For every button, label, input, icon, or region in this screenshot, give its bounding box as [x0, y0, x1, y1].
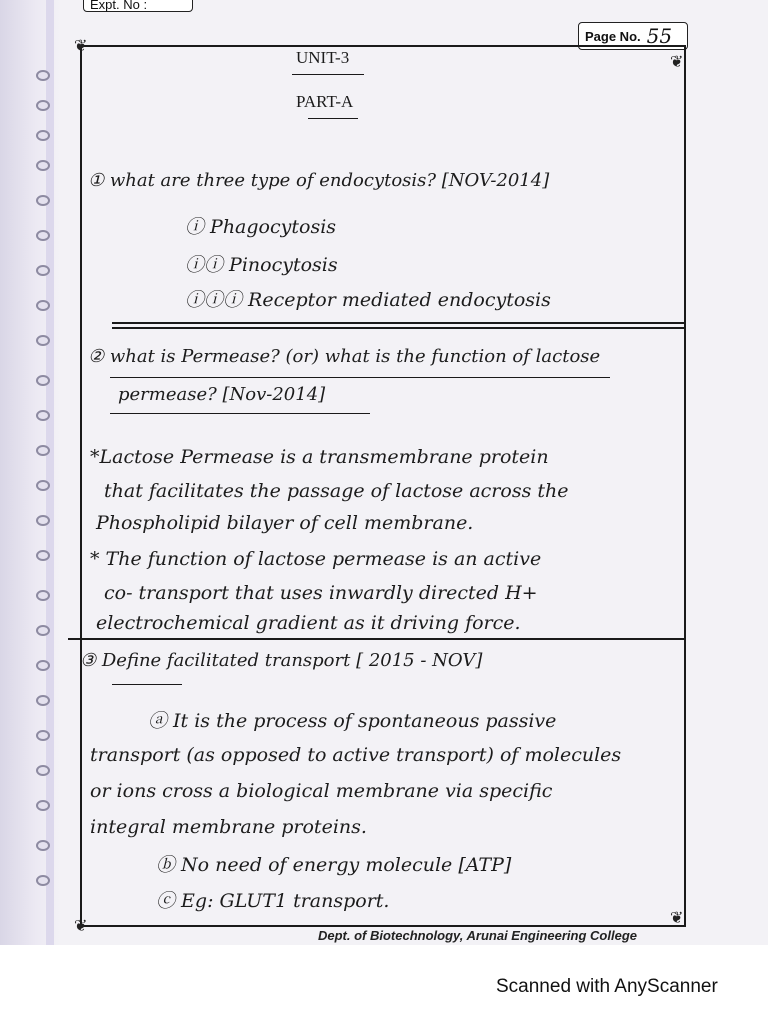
section-divider	[112, 327, 686, 329]
q3-answer-line: integral membrane proteins.	[90, 816, 367, 838]
q3-answer-line: ⓒ Eg: GLUT1 transport.	[156, 890, 390, 912]
corner-ornament-icon: ❦	[670, 52, 684, 71]
binding-hole	[36, 480, 50, 491]
binding-hole	[36, 730, 50, 741]
q1-answer-item: ⓘ Phagocytosis	[185, 216, 337, 238]
corner-ornament-icon: ❦	[74, 36, 88, 55]
question-2-line-2: permease? [Nov-2014]	[118, 384, 326, 405]
question-2-line-1: ② what is Permease? (or) what is the function of lactose	[88, 346, 601, 367]
binding-hole	[36, 590, 50, 601]
binding-hole	[36, 410, 50, 421]
binding-hole	[36, 375, 50, 386]
question-underline	[112, 684, 182, 685]
unit-heading: UNIT-3	[296, 48, 350, 67]
heading-underline	[292, 74, 364, 75]
binding-hole	[36, 445, 50, 456]
question-3: ③ Define facilitated transport [ 2015 - NOV]	[80, 650, 483, 671]
binding-hole	[36, 765, 50, 776]
binding-hole	[36, 550, 50, 561]
q2-answer-line: electrochemical gradient as it driving force.	[96, 612, 521, 634]
section-divider	[68, 638, 686, 640]
binding-hole	[36, 515, 50, 526]
question-underline	[110, 413, 370, 414]
scanner-watermark: Scanned with AnyScanner	[496, 976, 718, 997]
binding-hole	[36, 625, 50, 636]
q2-answer-line: that facilitates the passage of lactose across the	[104, 480, 569, 502]
binding-hole	[36, 800, 50, 811]
binding-hole	[36, 695, 50, 706]
corner-ornament-icon: ❦	[670, 908, 684, 927]
binding-hole	[36, 230, 50, 241]
page-number-value: 55	[646, 24, 673, 48]
q2-answer-line: * The function of lactose permease is an active	[90, 548, 542, 570]
q2-answer-line: Phospholipid bilayer of cell membrane.	[96, 512, 474, 534]
binding-hole	[36, 70, 50, 81]
binding-hole	[36, 265, 50, 276]
corner-ornament-icon: ❦	[74, 916, 88, 935]
binding-hole	[36, 100, 50, 111]
q2-answer-line: co- transport that uses inwardly directed H+	[104, 582, 538, 604]
binding-hole	[36, 300, 50, 311]
question-underline	[110, 377, 610, 378]
q1-answer-item: ⓘⓘ Pinocytosis	[185, 254, 338, 276]
heading-underline	[308, 118, 358, 119]
binding-hole	[36, 335, 50, 346]
section-divider	[112, 322, 686, 324]
q3-answer-line: transport (as opposed to active transport) of molecules	[90, 744, 622, 766]
college-footer: Dept. of Biotechnology, Arunai Engineering College	[318, 928, 637, 943]
question-1: ① what are three type of endocytosis? [NOV-2014]	[88, 170, 550, 191]
q1-answer-item: ⓘⓘⓘ Receptor mediated endocytosis	[185, 289, 551, 311]
binding-hole	[36, 195, 50, 206]
binding-hole	[36, 840, 50, 851]
q3-answer-line: or ions cross a biological membrane via specific	[90, 780, 553, 802]
q3-answer-line: ⓑ No need of energy molecule [ATP]	[156, 854, 512, 876]
q3-answer-line: ⓐ It is the process of spontaneous passive	[148, 710, 557, 732]
q2-answer-line: *Lactose Permease is a transmembrane protein	[90, 446, 549, 468]
binding-hole	[36, 660, 50, 671]
page-number-label: Page No.	[585, 28, 641, 44]
binding-hole	[36, 130, 50, 141]
binding-hole	[36, 160, 50, 171]
binding-hole	[36, 875, 50, 886]
experiment-number-box: Expt. No :	[83, 0, 193, 12]
part-heading: PART-A	[296, 92, 354, 111]
